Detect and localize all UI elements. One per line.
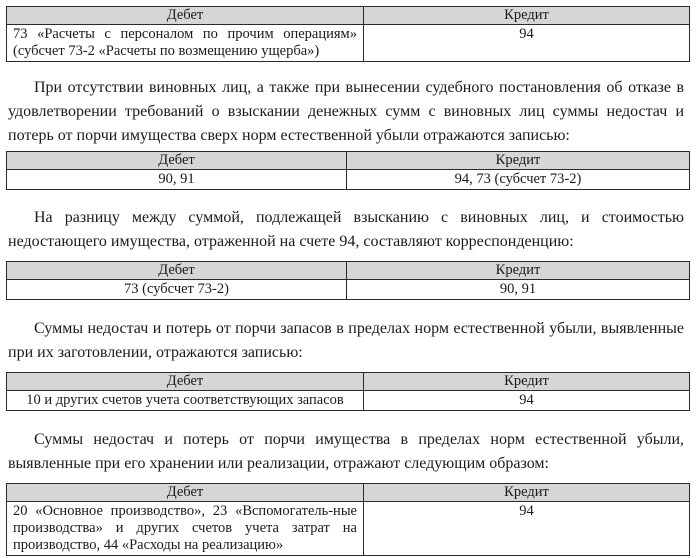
- paragraph-1: При отсутствии виновных лиц, а также при вынесении судебного постановления об отказе в удовлетворении требований о взыскании денежных сумм с виновных лиц суммы недостач и потерь от порчи имущества сверх норм естественной убыли отражаются записью:: [8, 79, 684, 144]
- credit-cell: 94, 73 (субсчет 73-2): [347, 170, 690, 190]
- debit-cell: 73 (субсчет 73-2): [7, 280, 347, 300]
- table-row: [7, 170, 690, 190]
- credit-header: Кредит: [364, 484, 690, 502]
- table-header-row: [7, 484, 690, 502]
- table-row: [7, 502, 690, 556]
- table-row: [7, 25, 690, 62]
- credit-header: Кредит: [364, 7, 690, 25]
- entry-table-2: [6, 151, 690, 190]
- debit-cell: 90, 91: [7, 170, 347, 190]
- entry-table-4: [6, 372, 690, 411]
- table-header-row: [7, 262, 690, 280]
- entry-table-5: [6, 483, 690, 556]
- table-row: [7, 280, 690, 300]
- credit-cell: 94: [364, 391, 690, 411]
- entry-table-3: [6, 261, 690, 300]
- debit-header: Дебет: [7, 262, 347, 280]
- table-header-row: [7, 373, 690, 391]
- debit-cell: 73 «Расчеты с персоналом по прочим операциям» (субсчет 73-2 «Расчеты по возмещению ущерба»): [7, 25, 364, 62]
- debit-header: Дебет: [7, 484, 364, 502]
- credit-cell: 94: [364, 25, 690, 62]
- debit-cell: 20 «Основное производство», 23 «Вспомогатель-ные производства» и других счетов учета затрат на производство, 44 «Расходы на реализацию»: [7, 502, 364, 556]
- paragraph-3: Суммы недостач и потерь от порчи запасов в пределах норм естественной убыли, выявленные при их заготовлении, отражаются записью:: [8, 320, 684, 361]
- debit-header: Дебет: [7, 7, 364, 25]
- credit-header: Кредит: [347, 152, 690, 170]
- debit-header: Дебет: [7, 152, 347, 170]
- table-header-row: [7, 7, 690, 25]
- table-header-row: [7, 152, 690, 170]
- paragraph-4: Суммы недостач и потерь от порчи имущества в пределах норм естественной убыли, выявленные при его хранении или реализации, отражают следующим образом:: [8, 431, 684, 472]
- paragraph-2: На разницу между суммой, подлежащей взысканию с виновных лиц, и стоимостью недостающего имущества, отраженной на счете 94, составляют корреспонденцию:: [8, 209, 684, 250]
- entry-table-1: [6, 6, 690, 62]
- debit-header: Дебет: [7, 373, 364, 391]
- credit-header: Кредит: [364, 373, 690, 391]
- table-row: [7, 391, 690, 411]
- debit-cell: 10 и других счетов учета соответствующих запасов: [7, 391, 364, 411]
- credit-header: Кредит: [347, 262, 690, 280]
- credit-cell: 94: [364, 502, 690, 556]
- credit-cell: 90, 91: [347, 280, 690, 300]
